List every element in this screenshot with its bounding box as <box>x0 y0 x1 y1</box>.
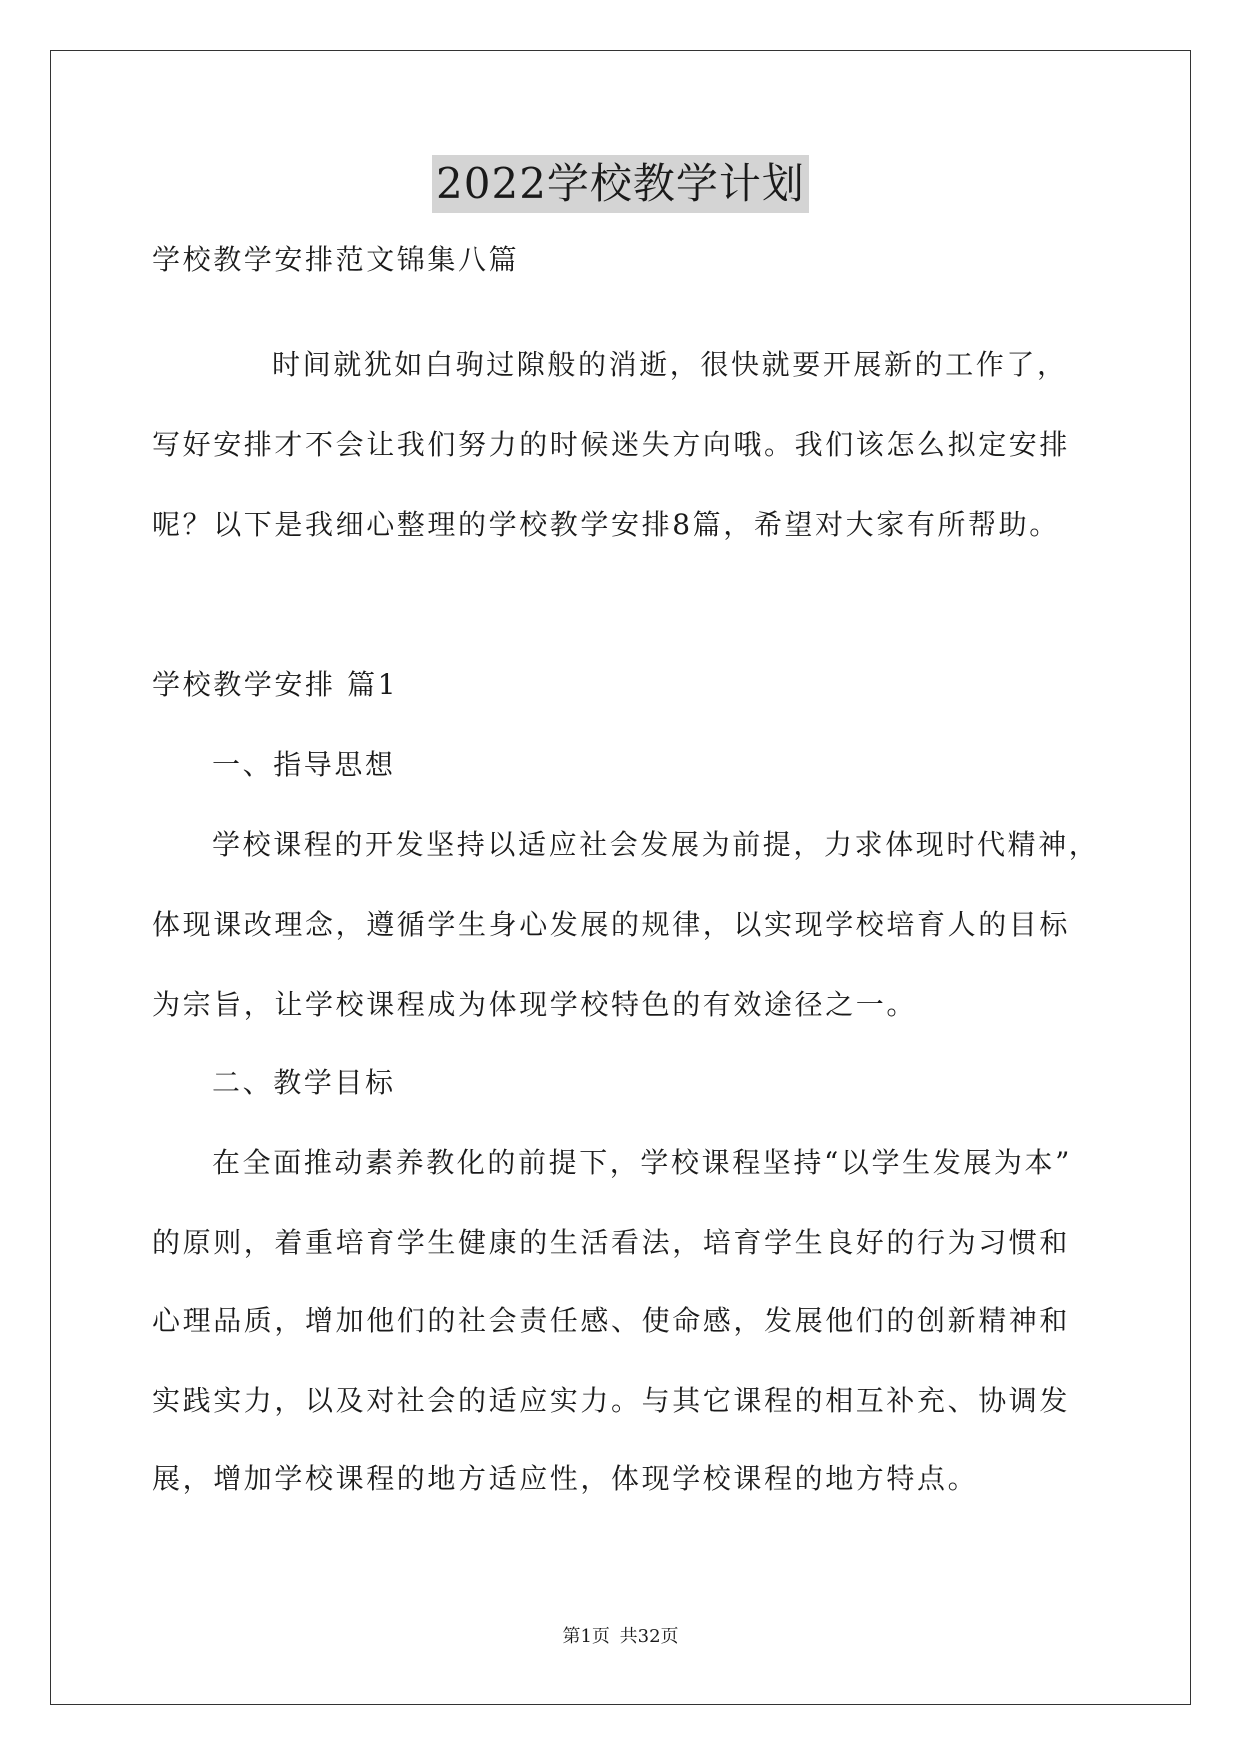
paragraph-line: 为宗旨，让学校课程成为体现学校特色的有效途径之一。 <box>152 988 918 1021</box>
heading-teaching-goals: 二、教学目标 <box>212 1066 396 1099</box>
page-footer <box>0 1625 1241 1649</box>
paragraph-line: 实践实力，以及对社会的适应实力。与其它课程的相互补充、协调发 <box>152 1384 1071 1417</box>
heading-guiding-thought: 一、指导思想 <box>212 748 396 781</box>
paragraph-line: 展，增加学校课程的地方适应性，体现学校课程的地方特点。 <box>152 1462 979 1495</box>
paragraph-line: 体现课改理念，遵循学生身心发展的规律，以实现学校培育人的目标 <box>152 908 1071 941</box>
page-border <box>50 50 1191 1705</box>
intro-line: 写好安排才不会让我们努力的时候迷失方向哦。我们该怎么拟定安排 <box>152 428 1071 461</box>
document-subtitle: 学校教学安排范文锦集八篇 <box>152 243 520 276</box>
paragraph-line: 学校课程的开发坚持以适应社会发展为前提，力求体现时代精神， <box>212 828 1100 861</box>
document-title: 2022学校教学计划 <box>432 155 809 213</box>
intro-line: 呢？以下是我细心整理的学校教学安排8篇，希望对大家有所帮助。 <box>152 508 1060 541</box>
paragraph-line: 的原则，着重培育学生健康的生活看法，培育学生良好的行为习惯和 <box>152 1226 1071 1259</box>
section-heading: 学校教学安排 篇1 <box>152 668 399 701</box>
paragraph-line: 在全面推动素养教化的前提下，学校课程坚持“以学生发展为本” <box>212 1146 1073 1179</box>
intro-line: 时间就犹如白驹过隙般的消逝，很快就要开展新的工作了， <box>272 348 1068 381</box>
page-total: 共32页 <box>619 1626 679 1647</box>
title-container <box>0 155 1241 213</box>
paragraph-line: 心理品质，增加他们的社会责任感、使命感，发展他们的创新精神和 <box>152 1304 1071 1337</box>
page-number: 第1页 <box>562 1626 610 1647</box>
